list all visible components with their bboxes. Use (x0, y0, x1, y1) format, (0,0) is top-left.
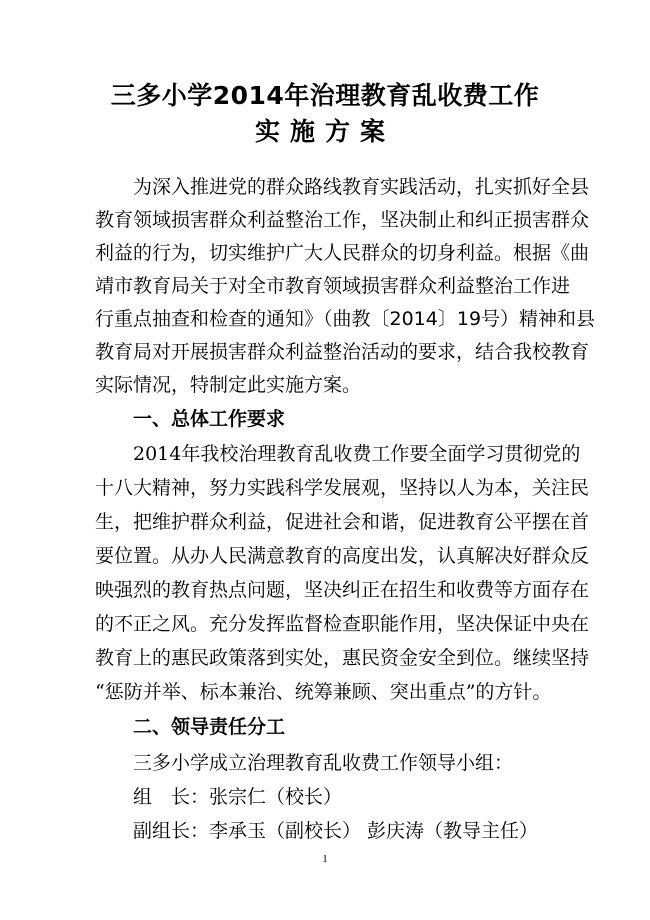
section1-paragraph-line: 2014年我校治理教育乱收费工作要全面学习贯彻党的 (133, 443, 581, 465)
section1-paragraph-line: 映强烈的教育热点问题，坚决纠正在招生和收费等方面存在 (95, 579, 590, 601)
intro-paragraph-line-mixed (95, 340, 590, 365)
section1-paragraph-line: 要位置。从办人民满意教育的高度出发，认真解决好群众反 (95, 545, 590, 567)
intro-paragraph-line: 教育领域损害群众利益整治工作，坚决制止和纠正损害群众 (95, 209, 590, 231)
section2-deputy-line: 副组长：李承玉（副校长） 彭庆涛（教导主任） (133, 820, 539, 842)
section1-paragraph-line: 教育上的惠民政策落到实处，惠民资金安全到位。继续坚持 (95, 647, 590, 669)
section1-paragraph-line: 的不正之风。充分发挥监督检查职能作用，坚决保证中央在 (95, 613, 590, 635)
section1-paragraph-line: 十八大精神，努力实践科学发展观，坚持以人为本，关注民 (95, 477, 590, 499)
intro-paragraph-last-line: 实际情况，特制定此实施方案。 (95, 374, 362, 396)
section2-line: 三多小学成立治理教育乱收费工作领导小组： (133, 752, 514, 774)
section-heading-leadership-division: 二、领导责任分工 (133, 716, 286, 738)
intro-mixed-sans-text: 教育局对开展损害群众利益整治活动 (95, 341, 400, 363)
document-title: 三多小学2014年治理教育乱收费工作 (110, 81, 540, 110)
page-number: 1 (322, 853, 328, 865)
intro-paragraph-line: 为深入推进党的群众路线教育实践活动，扎实抓好全县 (133, 176, 590, 198)
document-subtitle: 实施方案 (254, 117, 395, 146)
intro-mixed-serif-text: 的要求，结合我校教育 (399, 341, 590, 363)
section1-paragraph-last-line: “惩防并举、标本兼治、统筹兼顾、突出重点”的方针。 (95, 681, 552, 703)
section2-leader-line: 组 长：张宗仁（校长） (133, 786, 343, 808)
intro-paragraph-line: 利益的行为，切实维护广大人民群众的切身利益。根据《曲 (95, 242, 590, 264)
section1-paragraph-line: 生，把维护群众利益，促进社会和谐，促进教育公平摆在首 (95, 511, 590, 533)
section-heading-overall-requirements: 一、总体工作要求 (133, 408, 286, 430)
intro-paragraph-line: 行重点抽查和检查的通知》（曲教〔2014〕19号）精神和县 (95, 308, 596, 330)
intro-paragraph-line: 靖市教育局关于对全市教育领域损害群众利益整治工作进 (95, 275, 571, 297)
